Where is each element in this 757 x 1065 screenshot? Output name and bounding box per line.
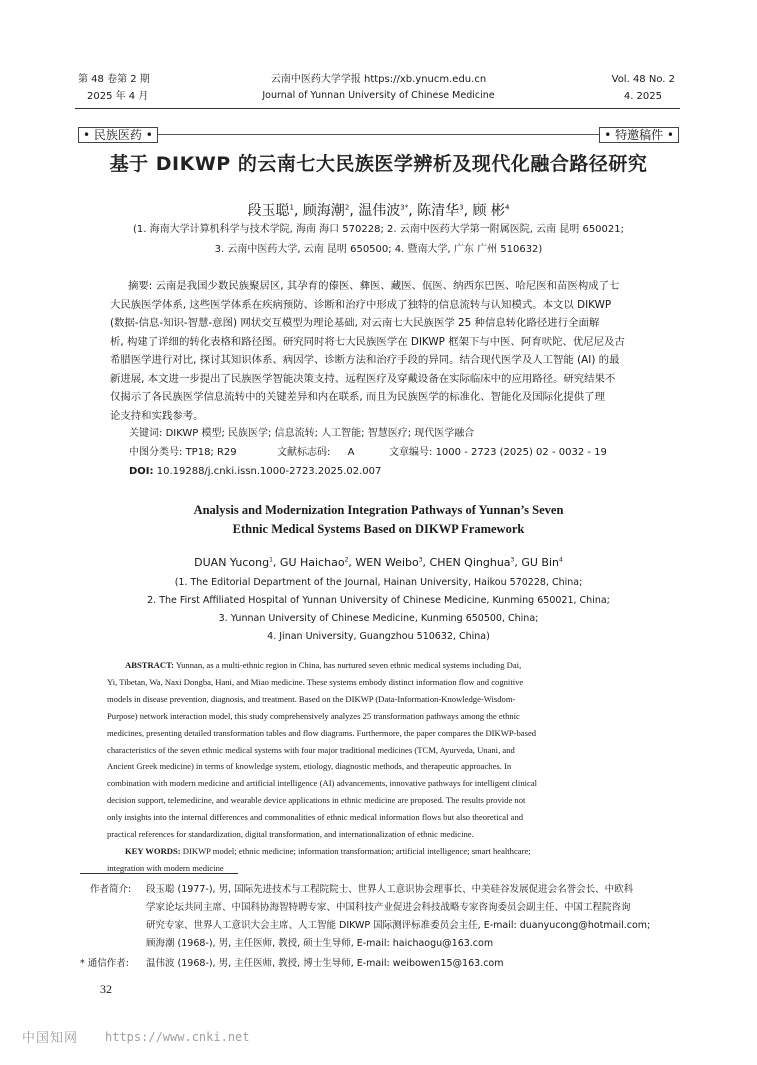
abstract-cn-line: (数据-信息-知识-智慧-意图) 网状交互模型为理论基础, 对云南七大民族医学 25 种信息转化路径进行全面解 <box>110 317 600 329</box>
section-tag: • 民族医药 • <box>78 127 158 143</box>
abstract-en-line: combination with modern medicine and artificial intelligence (AI) advancements, innovative pathways for intelligent clinical <box>107 778 538 789</box>
clc-value: TP18; R29 <box>185 447 237 458</box>
affiliation-en-line: 4. Jinan University, Guangzhou 510632, China) <box>267 631 490 642</box>
author-sup: 3 <box>459 203 464 212</box>
author-name: WEN Weibo <box>355 556 419 569</box>
abstract-en-line: Purpose) network interaction model, this study comprehensively analyzes 25 transformation pathways among the ethnic <box>107 710 520 721</box>
affiliation-en-line: 2. The First Affiliated Hospital of Yunnan University of Chinese Medicine, Kunming 650021, China; <box>147 595 610 606</box>
keywords-cn-label: 关键词: <box>129 428 163 439</box>
affiliation-cn-line: (1. 海南大学计算机科学与技术学院, 海南 海口 570228; 2. 云南中医药大学第一附属医院, 云南 昆明 650021; <box>132 224 625 235</box>
abstract-cn <box>110 277 654 425</box>
header-rule <box>75 108 680 109</box>
article-label: 文章编号: <box>389 447 433 458</box>
abstract-en-line: models in disease prevention, diagnosis, and treatment. Based on the DIKWP (Data-Information-Knowledge-Wisdom- <box>107 693 516 704</box>
abstract-en-line: Yi, Tibetan, Wa, Naxi Dongba, Hani, and Miao medicine. These systems embody distinct information flow and cognitive <box>107 676 524 687</box>
author-sup: 4 <box>559 556 563 564</box>
invited-tag: • 特邀稿件 • <box>599 127 679 143</box>
abstract-en <box>107 657 654 877</box>
keywords-en-line: DIKWP model; ethnic medicine; information transformation; artificial intelligence; smart healthcare; <box>182 845 531 856</box>
article-number <box>389 444 607 462</box>
author-name: 段玉聪 <box>247 203 290 219</box>
authors-cn: 段玉聪$^1$, 顾海潮$^2$, 温伟波$^{3*}$, 陈清华$^3$, 顾 彬$^4$ <box>247 203 510 219</box>
abstract-cn-line: 论支持和实践参考。 <box>110 409 204 422</box>
header-issue-date: 4. 2025 <box>623 91 662 102</box>
author-bio-line: 顾海潮 (1968-), 男, 主任医师, 教授, 硕士生导师, E-mail: haichaogu@163.com <box>146 938 494 949</box>
header-journal-cn: 云南中医药大学学报 https://xb.ynucm.edu.cn <box>270 74 487 85</box>
abstract-cn-line: 仅揭示了各民族医学信息流转中的关键差异和内在联系, 而且为民族医学的标准化、智能化及国际化提供了理 <box>110 391 605 403</box>
keywords-en-line: integration with modern medicine <box>107 862 224 873</box>
author-name: GU Bin <box>521 556 560 569</box>
document-code <box>277 444 354 462</box>
header-vol-no: Vol. 48 No. 2 <box>611 74 675 85</box>
doi-label: DOI: <box>129 466 154 477</box>
abstract-cn-line: 析, 构建了详细的转化表格和路径图。研究同时将七大民族医学在 DIKWP 框架下与中医、阿育吠陀、优尼尼及古 <box>110 335 625 348</box>
abstract-en-line: practical references for standardization, digital transformation, and internationalization of ethnic medicine. <box>107 829 474 840</box>
title-en-line: Analysis and Modernization Integration Pathways of Yunnan’s Seven <box>193 503 564 517</box>
abstract-cn-line: 新进展, 本文进一步提出了民族医学智能决策支持、远程医疗及穿戴设备在实际临床中的应用路径。研究结果不 <box>110 372 616 385</box>
author-sup: 2 <box>344 556 349 564</box>
author-sup: 3* <box>400 203 409 212</box>
doccode-value: A <box>347 447 355 458</box>
abstract-en-line: Yunnan, as a multi-ethnic region in China, has nurtured seven ethnic medical systems including Dai, <box>175 660 522 670</box>
doi-value: 10.19288/j.cnki.issn.1000-2723.2025.02.007 <box>156 466 382 477</box>
tag-divider <box>78 134 679 135</box>
doccode-label: 文献标志码: <box>277 447 331 458</box>
keywords-en-label: KEY WORDS: <box>125 845 181 856</box>
abstract-en-label: ABSTRACT: <box>125 660 175 670</box>
affiliation-en-line: (1. The Editorial Department of the Journal, Hainan University, Haikou 570228, China; <box>174 577 583 588</box>
abstract-en-line: medicines, presenting detailed transformation tables and flow diagrams. Furthermore, the paper compares the DIKWP-based <box>107 727 537 738</box>
cnki-url[interactable]: https://www.cnki.net <box>105 1030 250 1044</box>
corresponding-author: 温伟波 (1968-), 男, 主任医师, 教授, 博士生导师, E-mail: weibowen15@163.com <box>146 958 504 969</box>
affiliation-cn-line: 3. 云南中医药大学, 云南 昆明 650500; 4. 暨南大学, 广东 广州 510632) <box>214 244 543 255</box>
title-en-line: Ethnic Medical Systems Based on DIKWP Framework <box>232 522 525 536</box>
author-name: 温伟波 <box>358 203 401 219</box>
footnote-rule <box>80 873 238 874</box>
author-name: 顾海潮 <box>302 203 345 219</box>
abstract-en-line: characteristics of the seven ethnic medical systems with four major traditional medicines (TCM, Ayurveda, Unani, and <box>107 744 515 755</box>
keywords-cn-text: DIKWP 模型; 民族医学; 信息流转; 人工智能; 智慧医疗; 现代医学融合 <box>165 428 475 439</box>
author-sup: 1 <box>289 203 294 212</box>
header-journal-en: Journal of Yunnan University of Chinese Medicine <box>262 90 495 101</box>
clc-label: 中图分类号: <box>129 447 183 458</box>
author-sup: 4 <box>504 203 510 212</box>
abstract-cn-line: 大民族医学体系, 这些医学体系在疾病预防、诊断和治疗中形成了独特的信息流转与认知模式。本文以 DIKWP <box>110 298 612 311</box>
author-name: CHEN Qinghua <box>429 556 511 569</box>
abstract-en-line: only insights into the internal differences and commonalities of ethnic medical information flows but also theoretical and <box>107 812 524 823</box>
abstract-en-line: Ancient Greek medicine) in terms of knowledge system, etiology, diagnostic methods, and therapeutic approaches. In <box>107 761 512 772</box>
doi <box>129 463 381 481</box>
author-sup: 2 <box>344 203 350 212</box>
abstract-en-line: decision support, telemedicine, and wearable device applications in ethnic medicine are proposed. The results provide not <box>107 795 526 806</box>
author-sup: 1 <box>269 556 273 564</box>
affiliation-en-line: 3. Yunnan University of Chinese Medicine, Kunming 650500, China; <box>218 613 539 624</box>
author-bio-label: 作者简介: <box>90 884 132 895</box>
author-bio-line: 研究专家、世界人工意识大会主席、人工智能 DIKWP 国际测评标准委员会主任, E-mail: duanyucong@hotmail.com; <box>146 920 651 931</box>
header-volume: 第 48 卷第 2 期 <box>78 74 150 85</box>
keywords-cn <box>129 425 474 443</box>
page-title: 基于 DIKWP 的云南七大民族医学辨析及现代化融合路径研究 <box>109 153 648 175</box>
author-bio-line: 段玉聪 (1977-), 男, 国际先进技术与工程院院士、世界人工意识协会理事长、中美硅谷发展促进会名誉会长、中欧科 <box>146 884 634 895</box>
author-name: GU Haichao <box>279 556 345 569</box>
article-value: 1000 - 2723 (2025) 02 - 0032 - 19 <box>435 447 607 458</box>
author-name: 陈清华 <box>417 203 460 219</box>
authors-en: DUAN Yucong$^1$, GU Haichao$^2$, WEN Weibo$^3$, CHEN Qinghua$^3$, GU Bin$^4$ <box>194 556 563 569</box>
cnki-watermark: 中国知网 <box>22 1031 79 1046</box>
author-bio-line: 学家论坛共同主席、中国科协海智特聘专家、中国科技产业促进会科技战略专家咨询委员会副主任、中国工程院咨询 <box>146 902 631 913</box>
author-sup: 3 <box>510 556 515 564</box>
author-name: 顾 彬 <box>472 203 505 219</box>
author-bio <box>146 881 686 953</box>
author-name: DUAN Yucong <box>194 556 270 569</box>
abstract-cn-label: 摘要: <box>128 280 153 292</box>
abstract-cn-line: 云南是我国少数民族聚居区, 其孕育的傣医、彝医、藏医、佤医、纳西东巴医、哈尼医和苗医构成了七 <box>155 280 620 292</box>
clc-number <box>129 444 237 462</box>
header-date: 2025 年 4 月 <box>87 91 149 102</box>
corresponding-label: * 通信作者: <box>80 958 129 969</box>
page-number: 32 <box>100 982 112 996</box>
abstract-cn-line: 希腊医学进行对比, 探讨其知识体系、病因学、诊断方法和治疗手段的异同。结合现代医学及人工智能 (AI) 的最 <box>110 354 620 366</box>
author-sup: 3 <box>418 556 423 564</box>
